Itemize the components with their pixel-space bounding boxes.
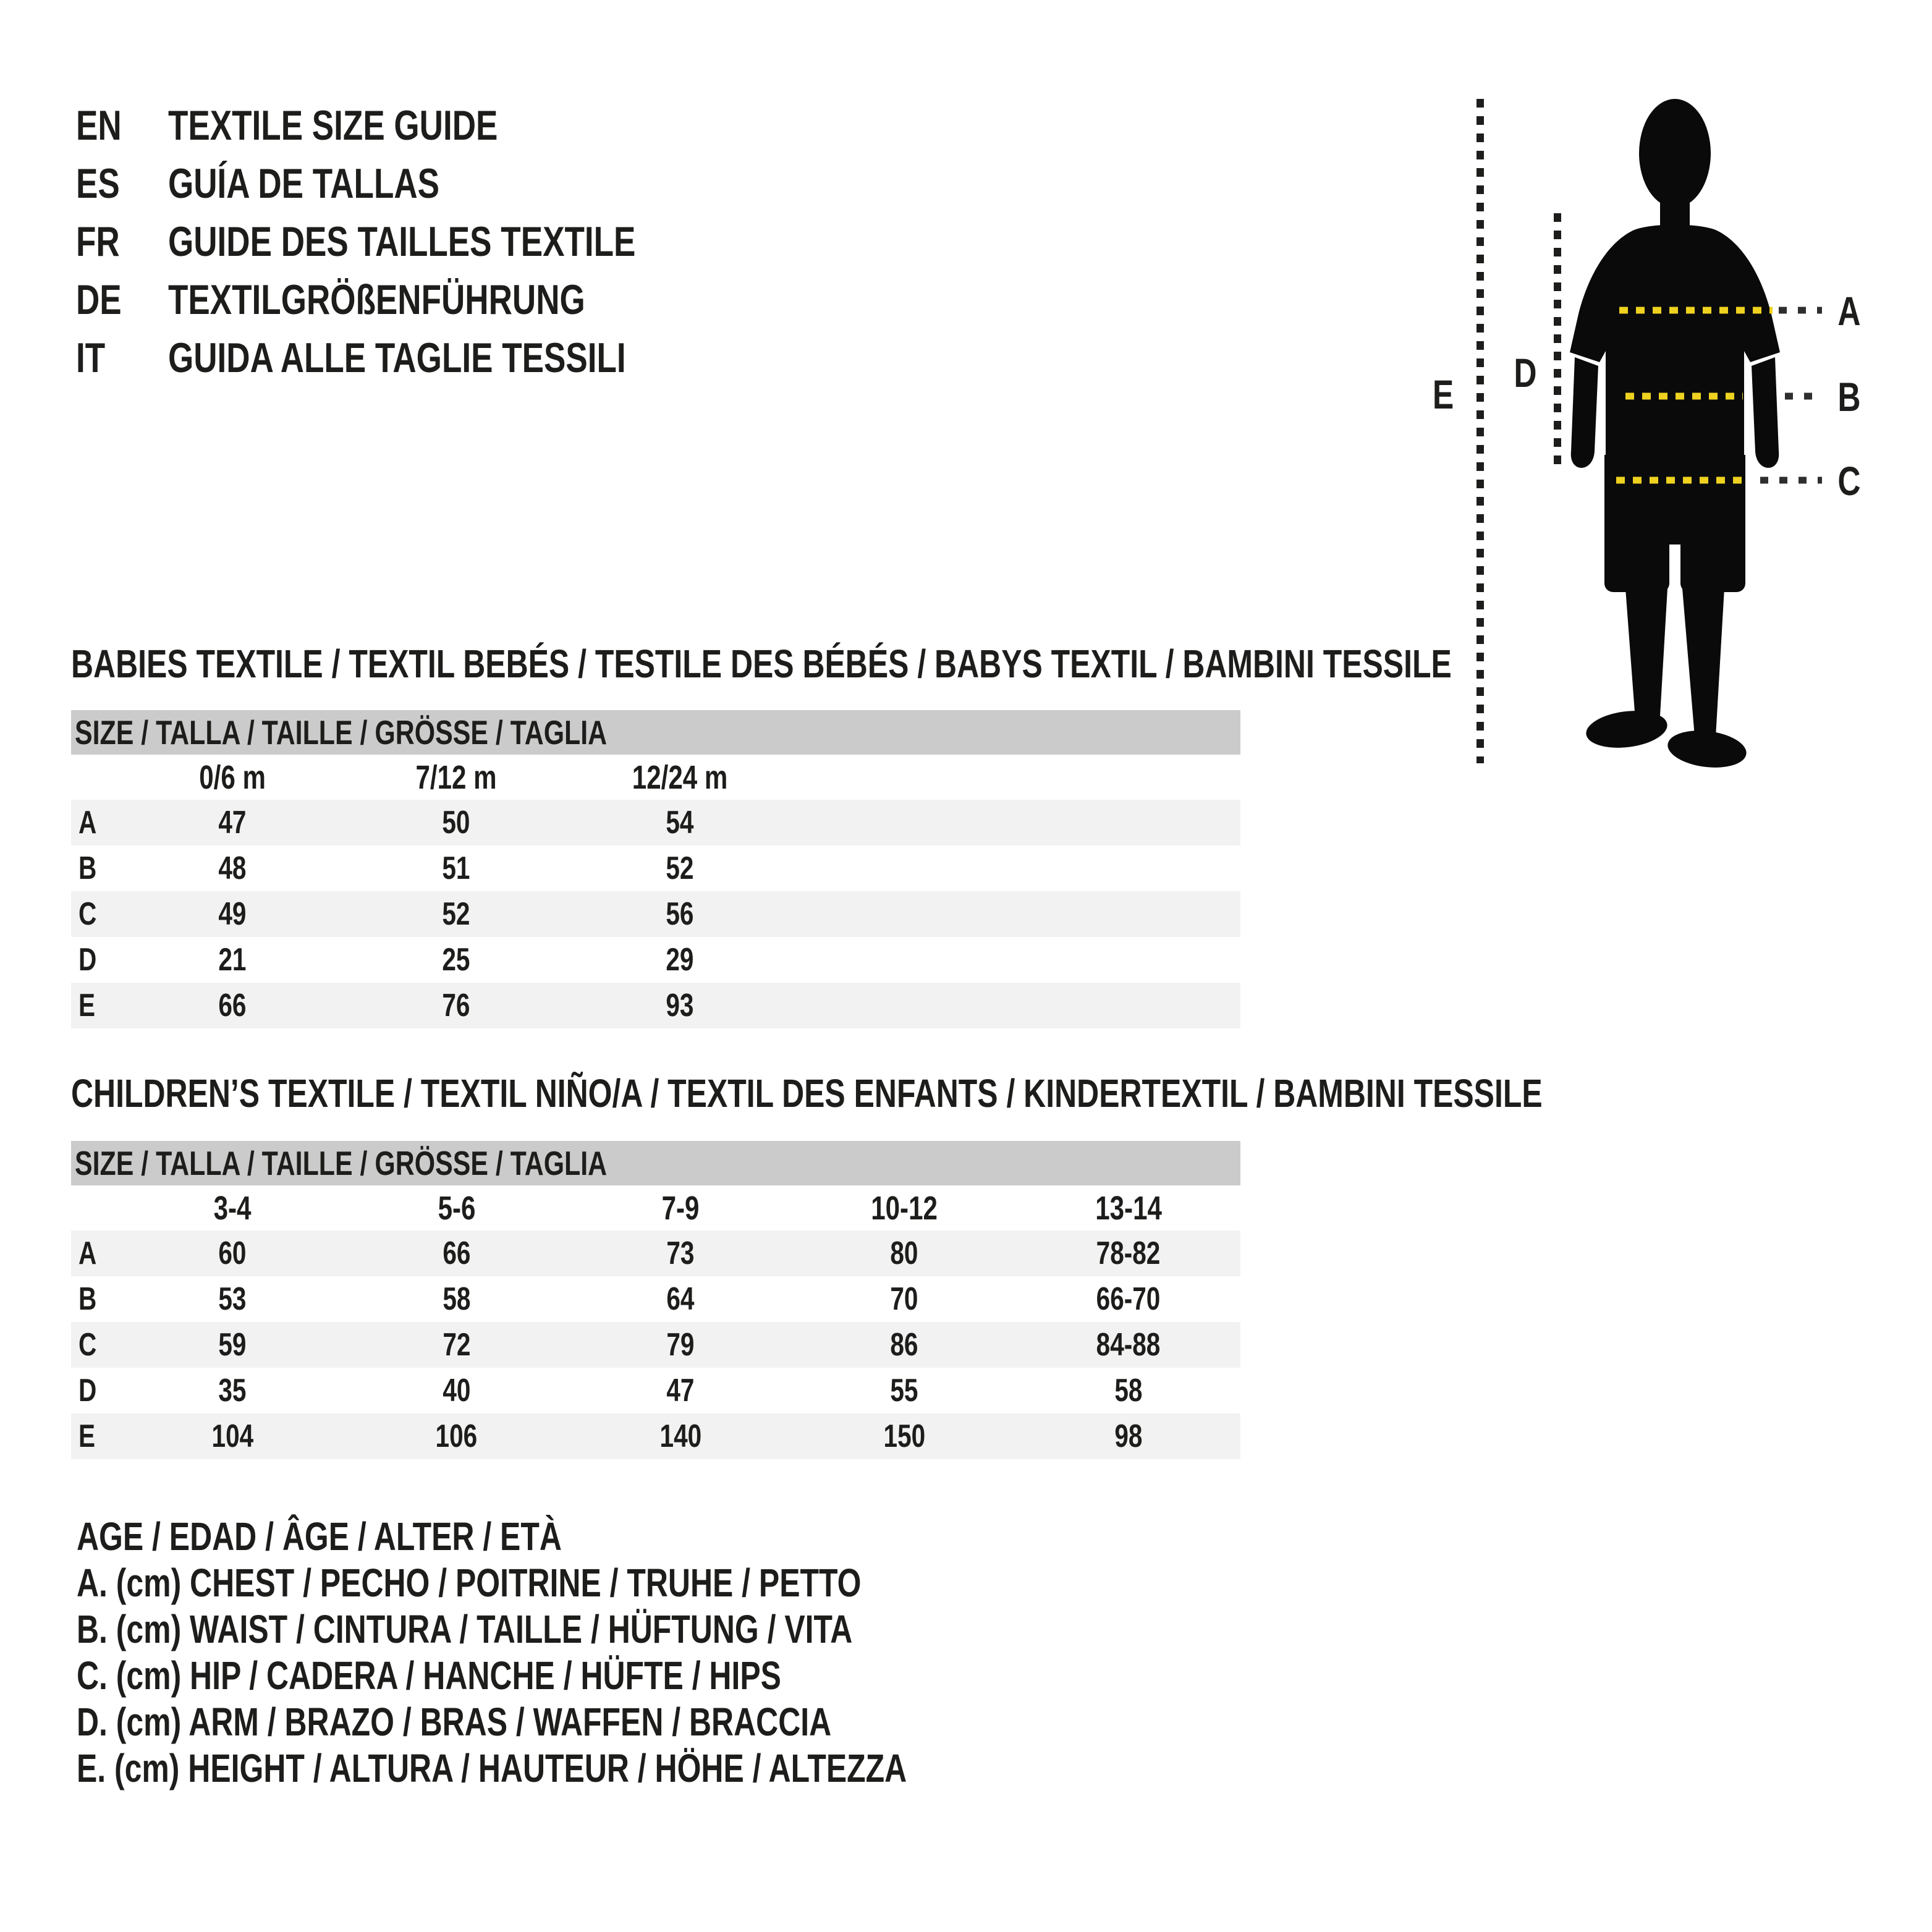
- size-value-cell: [344, 1231, 568, 1276]
- language-title-cell: [168, 218, 768, 266]
- row-label-text: E: [78, 1418, 96, 1454]
- size-value: 86: [890, 1327, 918, 1363]
- measure-label-e: E: [1432, 371, 1454, 418]
- age-column-header: [121, 755, 344, 800]
- size-value-cell: [569, 1231, 792, 1276]
- table-row-b: [71, 845, 1240, 891]
- row-label-text: C: [78, 896, 97, 932]
- table-row-b: [71, 1276, 1240, 1322]
- size-header-cell: [71, 710, 1240, 755]
- language-code: IT: [76, 334, 106, 381]
- table-row-c: [71, 891, 1240, 937]
- language-code-cell: [76, 101, 168, 150]
- legend-line: [77, 1606, 1141, 1652]
- age-column-header: [569, 1185, 792, 1231]
- size-value: 66: [443, 1235, 471, 1271]
- age-column-label: 12/24 m: [632, 758, 728, 796]
- size-value-cell: [344, 845, 568, 891]
- size-value-cell: [121, 1322, 344, 1368]
- size-value: 25: [442, 942, 470, 978]
- language-code-cell: [76, 218, 168, 266]
- language-row: [76, 155, 768, 213]
- legend-text: E. (cm) HEIGHT / ALTURA / HAUTEUR / HÖHE / ALTEZZA: [77, 1745, 907, 1790]
- row-label: [71, 891, 121, 937]
- size-value-cell: [792, 1368, 1016, 1413]
- language-code-cell: [76, 276, 168, 324]
- size-value-cell: [344, 1368, 568, 1413]
- measure-label-d: D: [1514, 349, 1537, 396]
- size-value-cell: [1017, 1322, 1240, 1368]
- size-value-cell: [121, 800, 344, 845]
- size-value: 84-88: [1096, 1327, 1161, 1363]
- size-value-cell: [792, 1276, 1016, 1322]
- size-header-cell: [71, 1141, 1240, 1185]
- legend-text: B. (cm) WAIST / CINTURA / TAILLE / HÜFTUNG / VITA: [77, 1606, 853, 1651]
- legend-line: [77, 1513, 1141, 1559]
- size-value: 54: [666, 805, 694, 841]
- age-column-header: [344, 1185, 568, 1231]
- size-value: 52: [666, 850, 694, 886]
- age-column-label: 13-14: [1095, 1189, 1162, 1227]
- size-value: 56: [666, 896, 694, 932]
- row-label-text: E: [78, 988, 96, 1023]
- language-title-cell: [168, 101, 591, 150]
- row-label: [71, 1368, 121, 1413]
- age-column-label: 3-4: [213, 1189, 252, 1227]
- size-value: 64: [666, 1281, 695, 1317]
- row-label-text: C: [78, 1327, 97, 1363]
- size-value: 150: [883, 1418, 926, 1454]
- size-value-cell: [344, 800, 568, 845]
- language-code: DE: [76, 276, 122, 323]
- age-column-label: 7-9: [661, 1189, 700, 1227]
- row-label-text: A: [78, 1235, 97, 1271]
- size-value-cell: [121, 845, 344, 891]
- size-value: 51: [442, 850, 470, 886]
- size-value-cell: [344, 937, 568, 983]
- size-header-bar: [71, 710, 1240, 755]
- table-row-d: [71, 1368, 1240, 1413]
- age-header-row: [71, 755, 1240, 800]
- age-column-header: [568, 755, 792, 800]
- size-value-cell: [121, 1413, 344, 1459]
- language-code-cell: [76, 334, 168, 382]
- size-value: 79: [666, 1327, 695, 1363]
- size-value-cell: [344, 1413, 568, 1459]
- size-value: 70: [890, 1281, 918, 1317]
- babies-heading-text: BABIES TEXTILE / TEXTIL BEBÉS / TESTILE DES BÉBÉS / BABYS TEXTIL / BAMBINI TESSILE: [71, 642, 1452, 686]
- size-value: 53: [218, 1281, 247, 1317]
- size-value: 40: [443, 1373, 471, 1409]
- size-value: 72: [443, 1327, 471, 1363]
- size-value-cell: [344, 983, 568, 1028]
- size-value-cell: [569, 1368, 792, 1413]
- legend-text: AGE / EDAD / ÂGE / ALTER / ETÀ: [77, 1514, 562, 1559]
- table-row-a: [71, 800, 1240, 845]
- language-title-list: [76, 96, 768, 387]
- size-value: 50: [442, 805, 470, 841]
- size-value: 73: [666, 1235, 695, 1271]
- language-title-cell: [168, 276, 703, 324]
- size-value: 49: [218, 896, 247, 932]
- age-column-header: [1017, 1185, 1240, 1231]
- row-label: [71, 845, 121, 891]
- language-title: GUÍA DE TALLAS: [168, 160, 440, 207]
- age-column-header: [121, 1185, 344, 1231]
- row-label-text: B: [78, 1281, 97, 1317]
- legend-text: D. (cm) ARM / BRAZO / BRAS / WAFFEN / BRACCIA: [77, 1699, 832, 1744]
- size-value-cell: [121, 891, 344, 937]
- row-label: [71, 937, 121, 983]
- language-code: FR: [76, 218, 120, 265]
- legend-line: [77, 1698, 1141, 1745]
- size-value-cell: [792, 1322, 1016, 1368]
- size-value-cell: [1017, 1368, 1240, 1413]
- children-section-heading: [71, 1071, 1932, 1116]
- size-value: 106: [435, 1418, 478, 1454]
- age-column-label: 7/12 m: [415, 758, 497, 796]
- table-row-e: [71, 983, 1240, 1028]
- size-value: 52: [442, 896, 470, 932]
- table-row-c: [71, 1322, 1240, 1368]
- size-value-cell: [121, 1231, 344, 1276]
- measure-label-c: C: [1837, 457, 1861, 504]
- size-value: 48: [218, 850, 247, 886]
- language-title-cell: [168, 334, 755, 382]
- language-row: [76, 329, 768, 387]
- size-value-cell: [1017, 1276, 1240, 1322]
- language-row: [76, 96, 768, 155]
- age-column-header: [344, 755, 568, 800]
- children-size-table: [71, 1141, 1240, 1459]
- size-value: 104: [211, 1418, 254, 1454]
- size-value: 55: [890, 1373, 918, 1409]
- size-value-cell: [121, 937, 344, 983]
- silhouette-right-arm: [1752, 357, 1779, 468]
- language-title: GUIDA ALLE TAGLIE TESSILI: [168, 334, 626, 381]
- table-row-d: [71, 937, 1240, 983]
- size-header-bar: [71, 1141, 1240, 1185]
- size-value: 76: [442, 988, 470, 1023]
- size-value-cell: [344, 1322, 568, 1368]
- size-value: 21: [218, 942, 247, 978]
- language-title: TEXTILGRÖßENFÜHRUNG: [168, 276, 585, 323]
- age-header-row: [71, 1185, 1240, 1231]
- size-value-cell: [568, 845, 792, 891]
- size-value-cell: [569, 1413, 792, 1459]
- age-column-label: 5-6: [438, 1189, 476, 1227]
- size-value-cell: [568, 891, 792, 937]
- legend-text: C. (cm) HIP / CADERA / HANCHE / HÜFTE / HIPS: [77, 1653, 781, 1698]
- measurement-legend: [77, 1513, 1141, 1791]
- measure-label-b: B: [1837, 373, 1861, 420]
- legend-line: [77, 1559, 1141, 1606]
- measure-label-a: A: [1837, 287, 1861, 334]
- row-label: [71, 1276, 121, 1322]
- language-code: ES: [76, 160, 120, 207]
- size-value-cell: [792, 1231, 1016, 1276]
- babies-section-heading: [71, 644, 1841, 684]
- language-row: [76, 271, 768, 329]
- size-value-cell: [121, 983, 344, 1028]
- size-value-cell: [344, 1276, 568, 1322]
- table-row-e: [71, 1413, 1240, 1459]
- size-value: 47: [666, 1373, 695, 1409]
- age-column-label: 10-12: [871, 1189, 938, 1227]
- row-label-text: D: [78, 1373, 97, 1409]
- silhouette-head: [1639, 99, 1711, 208]
- size-value: 78-82: [1096, 1235, 1161, 1271]
- row-label: [71, 800, 121, 845]
- row-label: [71, 1322, 121, 1368]
- row-label: [71, 1413, 121, 1459]
- language-code-cell: [76, 159, 168, 208]
- size-header-label: SIZE / TALLA / TAILLE / GRÖSSE / TAGLIA: [75, 1144, 608, 1182]
- row-label-text: B: [78, 850, 97, 886]
- size-value: 29: [666, 942, 694, 978]
- row-label-text: A: [78, 805, 97, 841]
- size-value-cell: [569, 1276, 792, 1322]
- age-column-label: 0/6 m: [199, 758, 266, 796]
- legend-line: [77, 1745, 1141, 1791]
- size-value-cell: [121, 1368, 344, 1413]
- size-value: 66-70: [1096, 1281, 1161, 1317]
- size-value-cell: [121, 1276, 344, 1322]
- legend-text: A. (cm) CHEST / PECHO / POITRINE / TRUHE / PETTO: [77, 1560, 862, 1605]
- table-row-a: [71, 1231, 1240, 1276]
- silhouette-shorts-right: [1680, 519, 1745, 592]
- size-value: 66: [218, 988, 247, 1023]
- language-title: TEXTILE SIZE GUIDE: [168, 102, 498, 149]
- size-value: 59: [218, 1327, 247, 1363]
- silhouette-left-arm: [1571, 357, 1598, 468]
- size-value-cell: [568, 800, 792, 845]
- size-value-cell: [568, 937, 792, 983]
- language-title-cell: [168, 159, 516, 208]
- size-value: 35: [218, 1373, 247, 1409]
- language-row: [76, 213, 768, 271]
- size-value-cell: [568, 983, 792, 1028]
- age-column-header: [792, 1185, 1016, 1231]
- size-value: 58: [443, 1281, 471, 1317]
- row-label: [71, 983, 121, 1028]
- row-label: [71, 1231, 121, 1276]
- language-code: EN: [76, 102, 122, 149]
- size-value-cell: [569, 1322, 792, 1368]
- size-value: 60: [218, 1235, 247, 1271]
- babies-size-table: [71, 710, 1240, 1028]
- row-label-text: D: [78, 942, 97, 978]
- legend-line: [77, 1652, 1141, 1698]
- size-value: 98: [1114, 1418, 1143, 1454]
- size-value: 80: [890, 1235, 918, 1271]
- children-heading-text: CHILDREN’S TEXTILE / TEXTIL NIÑO/A / TEXTIL DES ENFANTS / KINDERTEXTIL / BAMBINI TESSILE: [71, 1071, 1543, 1116]
- silhouette-torso: [1570, 225, 1780, 488]
- size-value: 93: [666, 988, 694, 1023]
- size-value-cell: [1017, 1231, 1240, 1276]
- size-value-cell: [344, 891, 568, 937]
- size-value-cell: [1017, 1413, 1240, 1459]
- size-value: 58: [1114, 1373, 1143, 1409]
- size-header-label: SIZE / TALLA / TAILLE / GRÖSSE / TAGLIA: [75, 713, 608, 752]
- size-value: 47: [218, 805, 247, 841]
- silhouette-right-shoe: [1666, 726, 1748, 771]
- size-value: 140: [659, 1418, 701, 1454]
- size-value-cell: [792, 1413, 1016, 1459]
- language-title: GUIDE DES TAILLES TEXTILE: [168, 218, 636, 265]
- silhouette-shorts-left: [1604, 519, 1669, 592]
